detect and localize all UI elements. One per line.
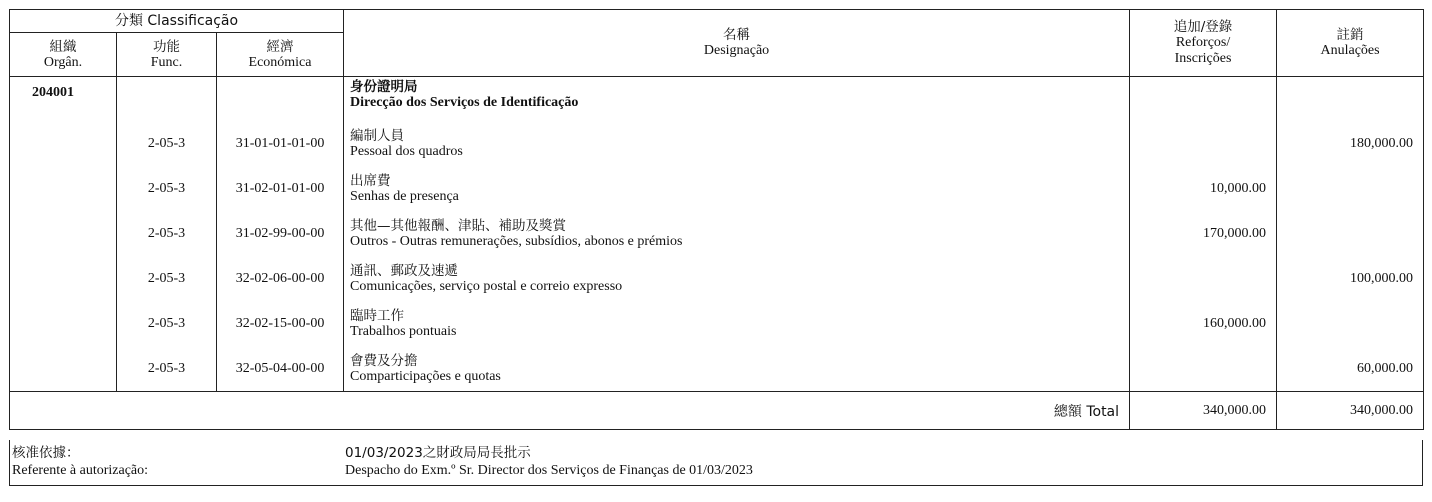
designation-zh: 名稱 [723,27,751,43]
func-code: 2-05-3 [117,212,217,257]
econ-code: 31-01-01-01-00 [217,122,344,167]
header-row-1 [10,10,1424,33]
econ-code: 32-02-06-00-00 [217,257,344,302]
item-pt: Senhas de presença [350,189,459,204]
reinforcement-amount: 10,000.00 [1130,167,1277,212]
table-row [10,122,1424,167]
cancellation-amount [1277,212,1424,257]
econ-pt: Económica [248,54,312,70]
reinforcements-header [1130,10,1277,77]
total-label: 總額 Total [10,392,1130,430]
reinforcement-amount [1130,347,1277,392]
econ-code: 32-02-15-00-00 [217,302,344,347]
cancellation-amount: 60,000.00 [1277,347,1424,392]
authorization-label-zh: 核准依據： [12,445,80,461]
org-pt: Orgân. [43,54,83,70]
func-code: 2-05-3 [117,257,217,302]
authorization-footer [9,440,1423,486]
reinforcement-amount [1130,122,1277,167]
item-zh: 出席費 [350,173,391,189]
func-code: 2-05-3 [117,122,217,167]
item-designation [344,122,1130,167]
func-header [117,33,217,77]
table-row [10,302,1424,347]
item-zh: 編制人員 [350,128,405,144]
table-row [10,347,1424,392]
item-pt: Comunicações, serviço postal e correio expresso [350,279,623,294]
total-reinforcements: 340,000.00 [1130,392,1277,430]
cancellations-zh: 註銷 [1336,27,1364,43]
cancellation-amount: 180,000.00 [1277,122,1424,167]
func-code: 2-05-3 [117,347,217,392]
item-designation [344,167,1130,212]
cancellation-amount: 100,000.00 [1277,257,1424,302]
entity-row [10,77,1424,122]
item-zh: 通訊、郵政及速遞 [350,263,459,279]
econ-code: 31-02-01-01-00 [217,167,344,212]
table-row [10,212,1424,257]
classification-header: 分類 Classificação [10,10,344,33]
func-code: 2-05-3 [117,167,217,212]
reinforcement-amount: 170,000.00 [1130,212,1277,257]
authorization-text-zh: 01/03/2023之財政局局長批示 [345,445,531,461]
item-designation [344,257,1130,302]
item-designation [344,347,1130,392]
authorization-text [345,445,753,479]
entity-name-pt: Direcção dos Serviços de Identificação [350,95,579,110]
authorization-label [12,445,148,479]
reinforcements-pt2: Inscrições [1174,51,1232,66]
cancellations-pt: Anulações [1320,43,1380,58]
table-row [10,167,1424,212]
item-pt: Outros - Outras remunerações, subsídios, abonos e prémios [350,234,683,249]
item-designation [344,302,1130,347]
authorization-label-pt: Referente à autorização: [12,463,149,478]
entity-org-code: 204001 [10,77,117,122]
total-row [10,392,1424,430]
reinforcements-pt1: Reforços/ [1175,35,1231,50]
func-zh: 功能 [153,38,180,55]
budget-table [9,9,1424,430]
org-header [10,33,117,77]
item-designation [344,212,1130,257]
reinforcement-amount: 160,000.00 [1130,302,1277,347]
func-code: 2-05-3 [117,302,217,347]
reinforcements-zh: 追加/登錄 [1173,19,1233,35]
cancellation-amount [1277,167,1424,212]
org-zh: 組織 [49,38,77,55]
entity-name-zh: 身份證明局 [350,79,418,95]
item-zh: 臨時工作 [350,308,405,324]
econ-code: 32-05-04-00-00 [217,347,344,392]
cancellation-amount [1277,302,1424,347]
econ-code: 31-02-99-00-00 [217,212,344,257]
entity-name [344,77,1130,122]
func-pt: Func. [150,54,183,70]
item-pt: Pessoal dos quadros [350,144,463,159]
item-pt: Comparticipações e quotas [350,368,501,384]
table-row [10,257,1424,302]
item-zh: 其他—其他報酬、津貼、補助及獎賞 [350,218,567,234]
page-top-edge [0,0,1432,4]
econ-header [217,33,344,77]
item-zh: 會費及分擔 [350,352,418,369]
authorization-text-pt: Despacho do Exm.º Sr. Director dos Serviços de Finanças de 01/03/2023 [345,463,753,478]
econ-zh: 經濟 [266,38,294,55]
total-cancellations: 340,000.00 [1277,392,1424,430]
cancellations-header [1277,10,1424,77]
reinforcement-amount [1130,257,1277,302]
designation-pt: Designação [703,43,770,58]
designation-header [344,10,1130,77]
item-pt: Trabalhos pontuais [350,324,457,339]
